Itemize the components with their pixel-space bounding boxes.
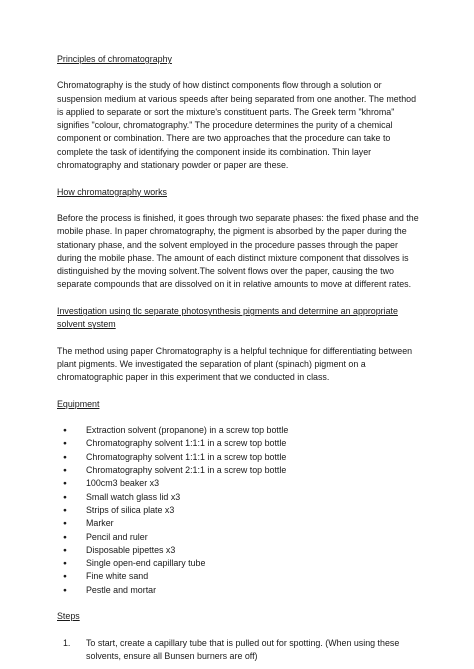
list-item: ● 100cm3 beaker x3 bbox=[57, 477, 424, 490]
section-heading-investigation: Investigation using tlc separate photosynthesis pigments and determine an appropriate solvent system bbox=[57, 306, 398, 330]
step-item bbox=[57, 637, 424, 664]
list-item: ● Marker bbox=[57, 517, 424, 530]
list-item: ● Chromatography solvent 1:1:1 in a screw top bottle bbox=[57, 437, 424, 450]
equipment-list bbox=[57, 424, 424, 597]
list-item: ● Single open-end capillary tube bbox=[57, 557, 424, 570]
step-number: 1. bbox=[63, 637, 71, 648]
section-heading-steps: Steps bbox=[57, 611, 80, 622]
list-item: ● Pestle and mortar bbox=[57, 584, 424, 597]
list-item: ● Chromatography solvent 2:1:1 in a screw top bottle bbox=[57, 464, 424, 477]
list-item: ● Chromatography solvent 1:1:1 in a screw top bottle bbox=[57, 451, 424, 464]
list-item: ● Fine white sand bbox=[57, 570, 424, 583]
list-item: ● Small watch glass lid x3 bbox=[57, 491, 424, 504]
paragraph-principles: Chromatography is the study of how distinct components flow through a solution or suspension medium at various speeds after being separated from one another. The method is applied to separate or sort the mixture's constituent parts. The Greek term "khroma" signifies "colour, chromatography." The procedure determines the purity of a chemical component or combination. There are two approaches that the procedure can take to complete the task of identifying the component inside its combination. Thin layer chromatography and stationary powder or paper are these. bbox=[57, 80, 416, 171]
list-item: ● Disposable pipettes x3 bbox=[57, 544, 424, 557]
list-item: ● Pencil and ruler bbox=[57, 531, 424, 544]
steps-list bbox=[57, 637, 424, 664]
section-heading-principles: Principles of chromatography bbox=[57, 54, 172, 64]
paragraph-investigation: The method using paper Chromatography is a helpful technique for differentiating between plant pigments. We investigated the separation of plant (spinach) pigment on a chromatographic paper in this experiment that we conducted in class. bbox=[57, 345, 413, 383]
section-heading-how-chromatography-works: How chromatography works bbox=[57, 186, 167, 197]
section-heading-equipment: Equipment bbox=[57, 398, 100, 409]
list-item: ● Extraction solvent (propanone) in a screw top bottle bbox=[57, 424, 424, 437]
step-text: To start, create a capillary tube that is pulled out for spotting. (When using these solvents, ensure all Bunsen burners are off) bbox=[86, 637, 400, 661]
list-item: ● Strips of silica plate x3 bbox=[57, 504, 424, 517]
paragraph-how-chromatography-works: Before the process is finished, it goes through two separate phases: the fixed phase and the mobile phase. In paper chromatography, the pigment is absorbed by the paper during the stationary phase, and the solvent employed in the procedure passes through the paper during the mobile phase. The amount of each distinct mixture component that dissolves is distinguished by the moving solvent.The solvent flows over the paper, causing the two separate compounds that are dissolved on it in relative amounts to move at different rates. bbox=[57, 212, 419, 290]
